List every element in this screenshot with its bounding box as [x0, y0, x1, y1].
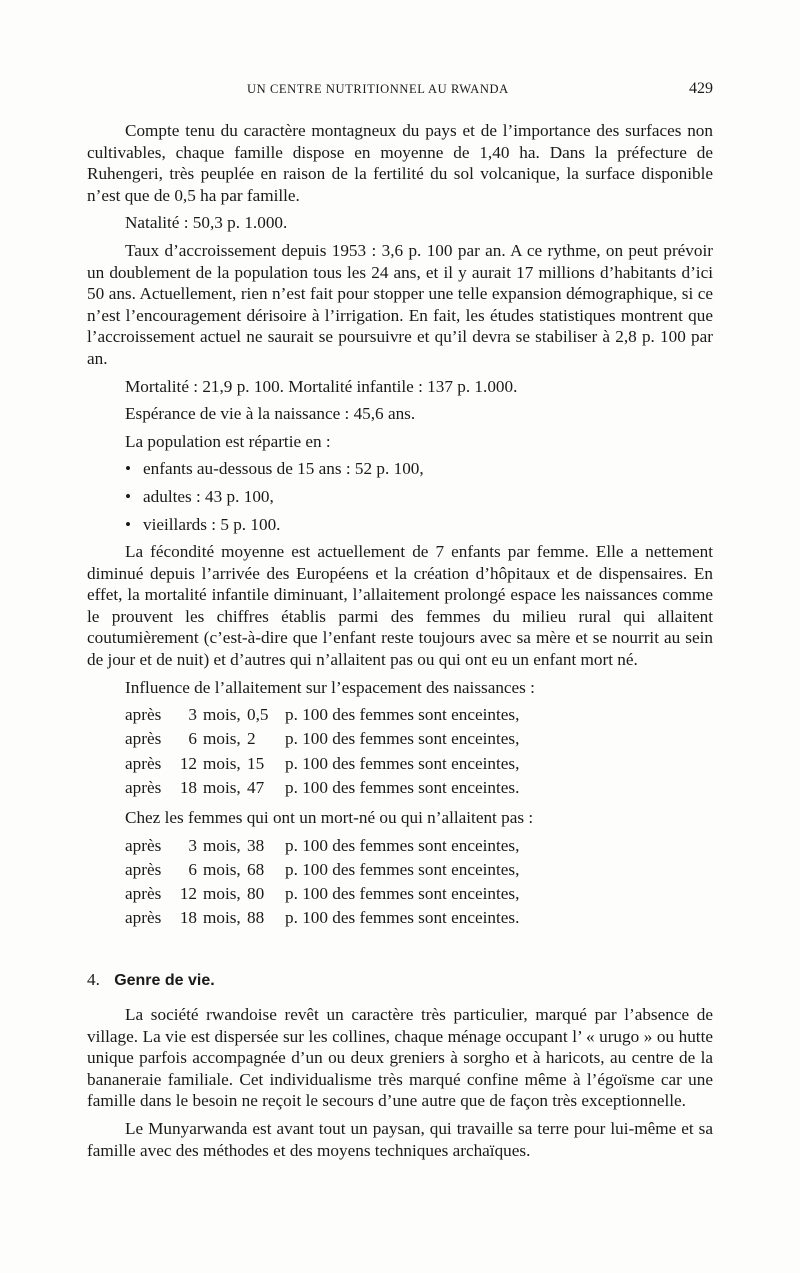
paragraph-paysan: Le Munyarwanda est avant tout un paysan, qui travaille sa terre pour lui-même et sa famille avec des méthodes et des moyens techniques archaïques.	[87, 1118, 713, 1160]
cell-mois: mois,	[203, 753, 241, 773]
cell-text: p. 100 des femmes sont enceintes,	[285, 753, 520, 773]
table-row	[125, 859, 519, 883]
repartition-line: La population est répartie en :	[125, 431, 331, 451]
influence-line: Influence de l’allaitement sur l’espacement des naissances :	[125, 677, 535, 697]
cell-apres: après	[125, 859, 162, 879]
cell-apres: après	[125, 753, 162, 773]
cell-mois: mois,	[203, 908, 241, 928]
bullet-icon: •	[125, 514, 132, 534]
cell-months: 18	[179, 908, 197, 928]
cell-months: 3	[188, 835, 197, 855]
cell-mois: mois,	[203, 835, 241, 855]
cell-text: p. 100 des femmes sont enceintes,	[285, 835, 520, 855]
esperance-line: Espérance de vie à la naissance : 45,6 ans.	[125, 404, 416, 424]
cell-text: p. 100 des femmes sont enceintes,	[285, 859, 520, 879]
cell-mois: mois,	[203, 705, 241, 725]
section-title: Genre de vie.	[114, 972, 215, 990]
cell-months: 3	[188, 705, 197, 725]
paragraph-accroissement: Taux d’accroissement depuis 1953 : 3,6 p. 100 par an. A ce rythme, on peut prévoir un doublement de la population tous les 24 ans, et il y aurait 17 millions d’habitants d’ici 50 ans. Actuellement, rien n’est fait pour stopper une telle expansion démographique, si ce n’est l’encouragement dérisoire à l’irrigation. En fait, les études statistiques montrent que l’accroissement actuel ne saurait se poursuivre et qu’il devra se stabiliser à 2,8 p. 100 par an.	[87, 240, 713, 368]
table-row	[125, 704, 519, 728]
cell-mois: mois,	[203, 777, 241, 797]
cell-mois: mois,	[203, 859, 241, 879]
cell-text: p. 100 des femmes sont enceintes,	[285, 883, 520, 903]
cell-value: 15	[247, 753, 265, 773]
list-item	[125, 458, 713, 480]
cell-value: 68	[247, 859, 265, 879]
section-heading	[87, 969, 713, 992]
table-row	[125, 835, 519, 859]
population-list	[87, 458, 713, 535]
cell-months: 12	[179, 883, 197, 903]
list-item-text: adultes : 43 p. 100,	[143, 486, 274, 506]
list-item	[125, 514, 713, 536]
cell-text: p. 100 des femmes sont enceintes.	[285, 777, 520, 797]
running-title: UN CENTRE NUTRITIONNEL AU RWANDA	[247, 82, 509, 96]
cell-value: 38	[247, 835, 265, 855]
cell-apres: après	[125, 729, 162, 749]
paragraph-societe: La société rwandoise revêt un caractère très particulier, marqué par l’absence de village. La vie est dispersée sur les collines, chaque ménage occupant l’ « urugo » ou hutte unique parfois accompagnée d’un ou deux greniers à sorgho et à haricots, au centre de la bananeraie familiale. Cet individualisme très marqué confine même à l’égoïsme car une famille dans le besoin ne reçoit le secours d’une autre que de façon très exceptionnelle.	[87, 1004, 713, 1111]
cell-months: 6	[188, 859, 197, 879]
cell-months: 12	[179, 753, 197, 773]
cell-mois: mois,	[203, 883, 241, 903]
cell-text: p. 100 des femmes sont enceintes.	[285, 908, 520, 928]
chez-line: Chez les femmes qui ont un mort-né ou qui n’allaitent pas :	[125, 808, 534, 827]
cell-text: p. 100 des femmes sont enceintes,	[285, 705, 520, 725]
cell-value: 47	[247, 777, 265, 797]
mortalite-line: Mortalité : 21,9 p. 100. Mortalité infantile : 137 p. 1.000.	[125, 376, 518, 396]
table-row	[125, 753, 519, 777]
page-header	[87, 80, 713, 100]
page-body	[87, 120, 713, 1167]
list-item	[125, 486, 713, 508]
cell-apres: après	[125, 705, 162, 725]
page-number: 429	[689, 80, 713, 97]
list-item-text: vieillards : 5 p. 100.	[143, 514, 281, 534]
list-item-text: enfants au-dessous de 15 ans : 52 p. 100,	[143, 459, 424, 479]
cell-mois: mois,	[203, 729, 241, 749]
table-row	[125, 907, 519, 931]
cell-apres: après	[125, 883, 162, 903]
cell-value: 88	[247, 908, 265, 928]
cell-apres: après	[125, 835, 162, 855]
table-allaitent	[125, 704, 519, 801]
cell-months: 6	[188, 729, 197, 749]
cell-text: p. 100 des femmes sont enceintes,	[285, 729, 520, 749]
table-mort-ne	[125, 835, 519, 932]
cell-months: 18	[179, 777, 197, 797]
bullet-icon: •	[125, 486, 132, 506]
natalite-line: Natalité : 50,3 p. 1.000.	[125, 213, 288, 233]
table-row	[125, 728, 519, 752]
table-row	[125, 777, 519, 801]
cell-value: 0,5	[247, 705, 269, 725]
cell-value: 80	[247, 883, 265, 903]
cell-value: 2	[247, 729, 256, 749]
cell-apres: après	[125, 908, 162, 928]
paragraph-fecondite: La fécondité moyenne est actuellement de 7 enfants par femme. Elle a nettement diminué depuis l’arrivée des Européens et la création d’hôpitaux et de dispensaires. En effet, la mortalité infantile diminuant, l’allaitement prolongé espace les naissances comme le prouvent les chiffres établis parmi des femmes du milieu rural qui allaitent coutumièrement (c’est-à-dire que l’enfant reste toujours avec sa mère et se nourrit au sein de jour et de nuit) et d’autres qui n’allaitent pas ou qui ont eu un enfant mort né.	[87, 542, 713, 670]
paragraph-surfaces: Compte tenu du caractère montagneux du pays et de l’importance des surfaces non cultivables, chaque famille dispose en moyenne de 1,40 ha. Dans la préfecture de Ruhengeri, très peuplée en raison de la fertilité du sol volcanique, la surface disponible n’est que de 0,5 ha par famille.	[87, 121, 713, 205]
section-number: 4.	[87, 970, 100, 990]
cell-apres: après	[125, 777, 162, 797]
table-row	[125, 883, 519, 907]
bullet-icon: •	[125, 459, 132, 479]
